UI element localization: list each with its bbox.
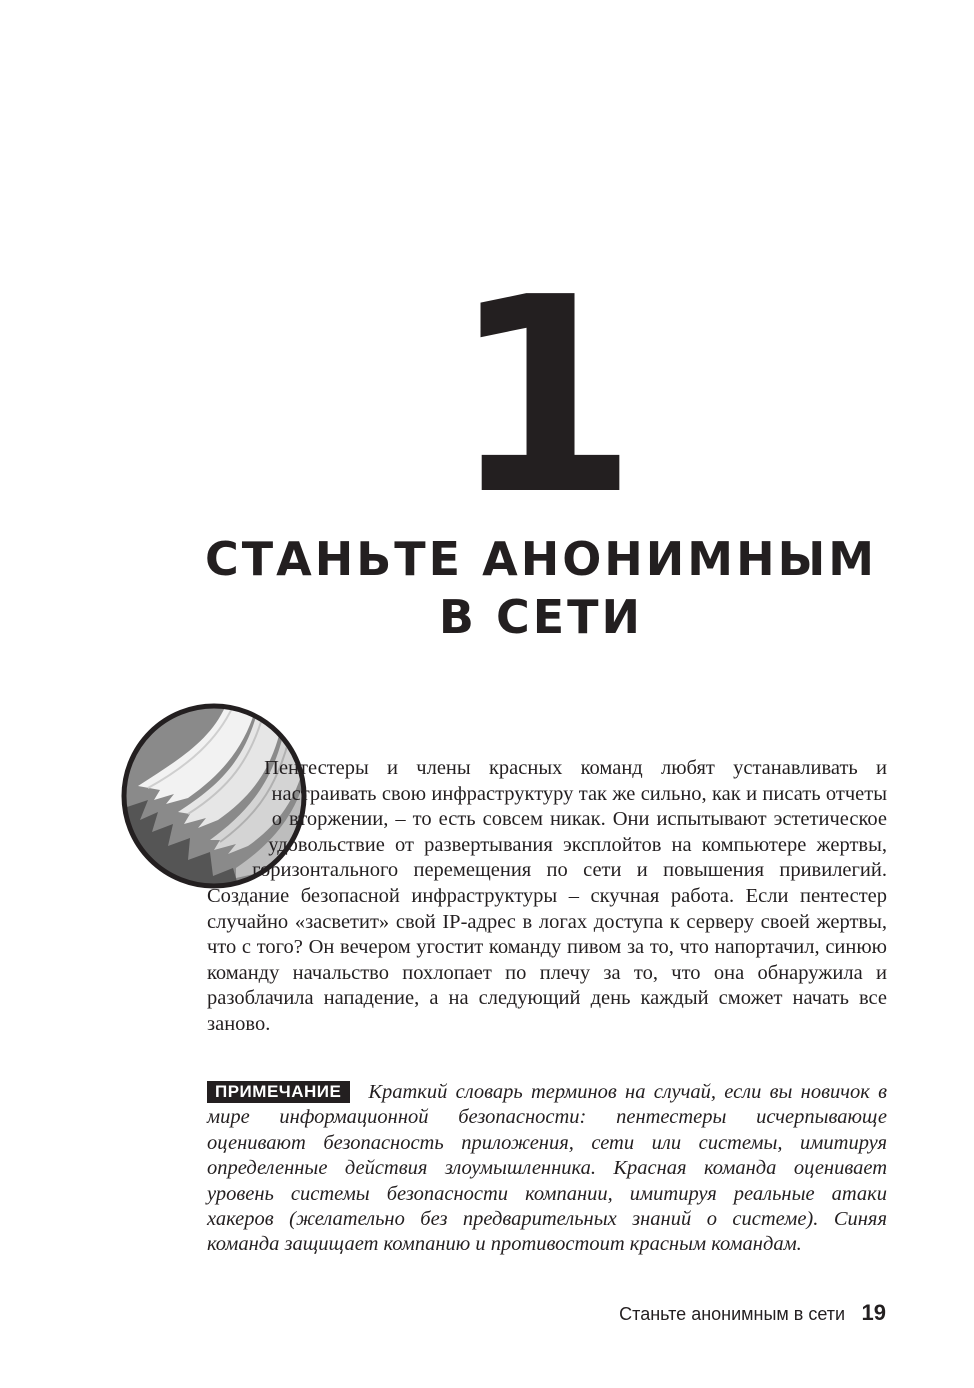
note-text: Краткий словарь терминов на случай, если вы новичок в мире информационной безопасности: пентестеры исчерпывающе оценивают безопасность приложения, сети или системы, имитируя определенные действия злоумышленника. Красная команда оценивает уровень системы безопасности компании, имитируя реальные атаки хакеров (желательно без предварительных знаний о системе). Синяя команда защищает компанию и противостоит красным командам. (207, 1081, 887, 1256)
note-block (207, 1080, 887, 1258)
chapter-title (0, 530, 974, 646)
paragraph-text: Пентестеры и члены красных команд любят устанавливать и настраивать свою инфраструктуру так же сильно, как и писать отчеты о вторжении, – то есть совсем никак. Они испытывают эстетическое удовольствие от развертывания эксплойтов на компьютере жертвы, горизонтального перемещения по сети и повышения привилегий. Создание безопасной инфраструктуры – скучная работа. Если пентестер случайно «засветит» свой IP-адрес в логах доступа к серверу своей жертвы, что с того? Он вечером угостит команду пивом за то, что напортачил, синюю команду начальство похлопает по плечу за то, что она обнаружила и разоблачила нападение, а на следующий день каждый сможет начать все заново. (207, 757, 887, 1035)
chapter-number: 1 (450, 239, 632, 554)
chapter-title-line-2: В СЕТИ (438, 590, 644, 644)
page-number: 19 (861, 1300, 886, 1325)
chapter-title-line-1: СТАНЬТЕ АНОНИМНЫМ (204, 532, 878, 586)
page-footer (619, 1300, 886, 1326)
note-label: ПРИМЕЧАНИЕ (207, 1081, 350, 1103)
running-title: Станьте анонимным в сети (619, 1304, 846, 1324)
body-paragraph (207, 756, 887, 1038)
